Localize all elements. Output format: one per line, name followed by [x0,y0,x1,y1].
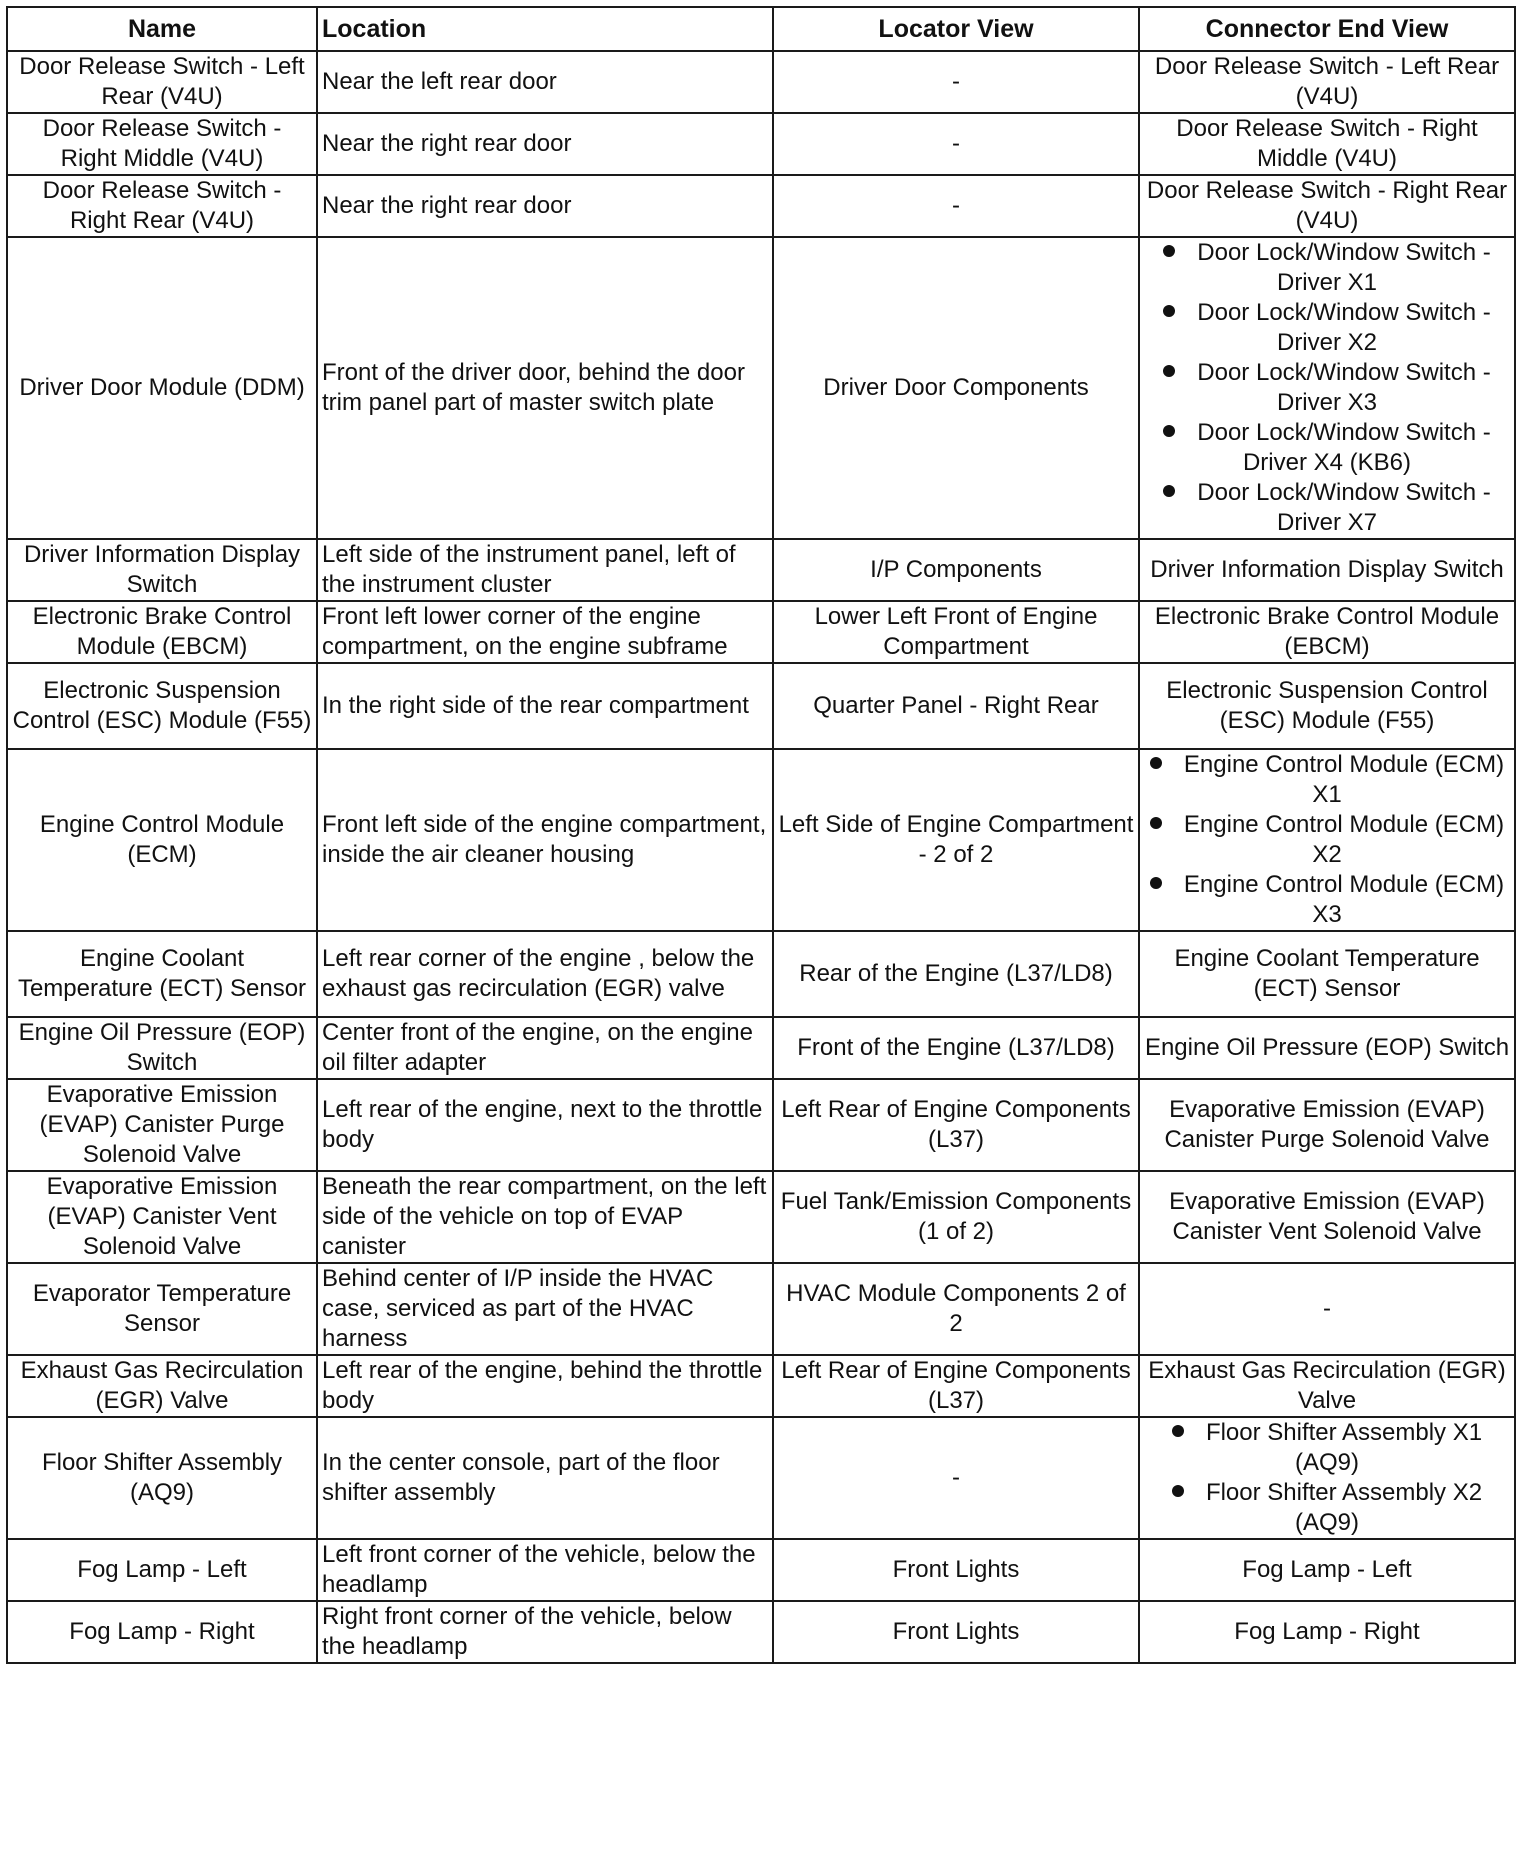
table-row [7,237,1515,539]
cell-connector-end-view: Driver Information Display Switch [1139,539,1515,601]
cell-location: Left rear of the engine, next to the throttle body [317,1079,773,1171]
connector-list-item [1144,418,1510,478]
cell-location: Right front corner of the vehicle, below the headlamp [317,1601,773,1663]
connector-list-item [1144,478,1510,538]
table-row [7,663,1515,749]
cell-location: In the center console, part of the floor shifter assembly [317,1417,773,1539]
connector-list [1144,238,1510,538]
table-row [7,113,1515,175]
bullet-icon [1163,305,1175,317]
bullet-icon [1163,425,1175,437]
header-locator-view: Locator View [773,7,1139,51]
cell-locator-view: Front Lights [773,1539,1139,1601]
bullet-icon [1163,485,1175,497]
cell-name: Exhaust Gas Recirculation (EGR) Valve [7,1355,317,1417]
table-row [7,1539,1515,1601]
cell-connector-end-view: Evaporative Emission (EVAP) Canister Purge Solenoid Valve [1139,1079,1515,1171]
header-connector-end-view: Connector End View [1139,7,1515,51]
connector-list-item [1144,358,1510,418]
cell-locator-view: Lower Left Front of Engine Compartment [773,601,1139,663]
table-row [7,1601,1515,1663]
cell-name: Fog Lamp - Right [7,1601,317,1663]
cell-name: Engine Oil Pressure (EOP) Switch [7,1017,317,1079]
cell-locator-view: Left Rear of Engine Components (L37) [773,1355,1139,1417]
connector-list-item [1144,1418,1510,1478]
cell-connector-end-view: Evaporative Emission (EVAP) Canister Vent Solenoid Valve [1139,1171,1515,1263]
cell-location: Left front corner of the vehicle, below the headlamp [317,1539,773,1601]
connector-list [1144,1418,1510,1538]
cell-location: Center front of the engine, on the engine oil filter adapter [317,1017,773,1079]
connector-list-text: Door Lock/Window Switch - Driver X4 (KB6) [1197,419,1491,476]
cell-location: Near the right rear door [317,113,773,175]
cell-name: Driver Door Module (DDM) [7,237,317,539]
table-row [7,1079,1515,1171]
connector-list-item [1144,810,1510,870]
cell-connector-end-view [1139,237,1515,539]
table-row [7,1171,1515,1263]
table-row [7,931,1515,1017]
cell-name: Fog Lamp - Left [7,1539,317,1601]
cell-connector-end-view: Electronic Brake Control Module (EBCM) [1139,601,1515,663]
table-row [7,1017,1515,1079]
cell-locator-view: Fuel Tank/Emission Components (1 of 2) [773,1171,1139,1263]
cell-location: Behind center of I/P inside the HVAC case, serviced as part of the HVAC harness [317,1263,773,1355]
table-row [7,749,1515,931]
cell-location: Beneath the rear compartment, on the left side of the vehicle on top of EVAP canister [317,1171,773,1263]
table-row [7,1263,1515,1355]
cell-name: Engine Coolant Temperature (ECT) Sensor [7,931,317,1017]
cell-locator-view: Front Lights [773,1601,1139,1663]
cell-connector-end-view: Fog Lamp - Left [1139,1539,1515,1601]
cell-locator-view: HVAC Module Components 2 of 2 [773,1263,1139,1355]
connector-list-text: Door Lock/Window Switch - Driver X3 [1197,359,1491,416]
connector-list-item [1144,750,1510,810]
cell-name: Evaporative Emission (EVAP) Canister Vent Solenoid Valve [7,1171,317,1263]
bullet-icon [1163,245,1175,257]
cell-connector-end-view: Door Release Switch - Right Rear (V4U) [1139,175,1515,237]
cell-connector-end-view: Engine Oil Pressure (EOP) Switch [1139,1017,1515,1079]
bullet-icon [1163,365,1175,377]
cell-locator-view: - [773,175,1139,237]
cell-name: Door Release Switch - Right Rear (V4U) [7,175,317,237]
cell-locator-view: I/P Components [773,539,1139,601]
cell-location: Front of the driver door, behind the door trim panel part of master switch plate [317,237,773,539]
bullet-icon [1172,1425,1184,1437]
cell-connector-end-view: - [1139,1263,1515,1355]
cell-name: Electronic Suspension Control (ESC) Module (F55) [7,663,317,749]
connector-list-text: Floor Shifter Assembly X1 (AQ9) [1205,1419,1483,1476]
table-row [7,1355,1515,1417]
table-row [7,539,1515,601]
cell-name: Driver Information Display Switch [7,539,317,601]
connector-list-item [1144,298,1510,358]
cell-name: Evaporative Emission (EVAP) Canister Purge Solenoid Valve [7,1079,317,1171]
cell-location: Left rear corner of the engine , below the exhaust gas recirculation (EGR) valve [317,931,773,1017]
cell-location: In the right side of the rear compartment [317,663,773,749]
cell-name: Door Release Switch - Left Rear (V4U) [7,51,317,113]
cell-location: Front left lower corner of the engine compartment, on the engine subframe [317,601,773,663]
cell-locator-view: Quarter Panel - Right Rear [773,663,1139,749]
connector-list-text: Door Lock/Window Switch - Driver X1 [1197,239,1491,296]
cell-location: Left side of the instrument panel, left of the instrument cluster [317,539,773,601]
cell-connector-end-view: Door Release Switch - Left Rear (V4U) [1139,51,1515,113]
cell-connector-end-view [1139,1417,1515,1539]
header-name: Name [7,7,317,51]
cell-connector-end-view: Engine Coolant Temperature (ECT) Sensor [1139,931,1515,1017]
table-row [7,175,1515,237]
bullet-icon [1172,1485,1184,1497]
cell-name: Evaporator Temperature Sensor [7,1263,317,1355]
bullet-icon [1150,817,1162,829]
cell-locator-view: Driver Door Components [773,237,1139,539]
cell-locator-view: - [773,1417,1139,1539]
connector-list-item [1144,238,1510,298]
connector-list-text: Door Lock/Window Switch - Driver X7 [1197,479,1491,536]
bullet-icon [1150,877,1162,889]
bullet-icon [1150,757,1162,769]
cell-locator-view: - [773,113,1139,175]
cell-name: Electronic Brake Control Module (EBCM) [7,601,317,663]
table-header-row [7,7,1515,51]
cell-locator-view: Rear of the Engine (L37/LD8) [773,931,1139,1017]
cell-connector-end-view [1139,749,1515,931]
cell-locator-view: - [773,51,1139,113]
connector-list-text: Engine Control Module (ECM) X2 [1183,811,1505,868]
cell-connector-end-view: Electronic Suspension Control (ESC) Module (F55) [1139,663,1515,749]
cell-location: Near the right rear door [317,175,773,237]
cell-location: Front left side of the engine compartment, inside the air cleaner housing [317,749,773,931]
cell-connector-end-view: Fog Lamp - Right [1139,1601,1515,1663]
cell-connector-end-view: Exhaust Gas Recirculation (EGR) Valve [1139,1355,1515,1417]
cell-name: Floor Shifter Assembly (AQ9) [7,1417,317,1539]
connector-list-text: Engine Control Module (ECM) X3 [1183,871,1505,928]
cell-connector-end-view: Door Release Switch - Right Middle (V4U) [1139,113,1515,175]
header-location: Location [317,7,773,51]
table-row [7,601,1515,663]
cell-name: Door Release Switch - Right Middle (V4U) [7,113,317,175]
connector-list [1144,750,1510,930]
connector-list-item [1144,1478,1510,1538]
table-body [7,51,1515,1663]
connector-list-item [1144,870,1510,930]
table-row [7,51,1515,113]
cell-name: Engine Control Module (ECM) [7,749,317,931]
connector-list-text: Door Lock/Window Switch - Driver X2 [1197,299,1491,356]
cell-locator-view: Left Side of Engine Compartment - 2 of 2 [773,749,1139,931]
cell-locator-view: Front of the Engine (L37/LD8) [773,1017,1139,1079]
table-row [7,1417,1515,1539]
connector-list-text: Engine Control Module (ECM) X1 [1183,751,1505,808]
cell-location: Left rear of the engine, behind the throttle body [317,1355,773,1417]
cell-location: Near the left rear door [317,51,773,113]
cell-locator-view: Left Rear of Engine Components (L37) [773,1079,1139,1171]
connector-list-text: Floor Shifter Assembly X2 (AQ9) [1205,1479,1483,1536]
component-locator-sheet [6,6,1514,1664]
component-locator-table [6,6,1516,1664]
